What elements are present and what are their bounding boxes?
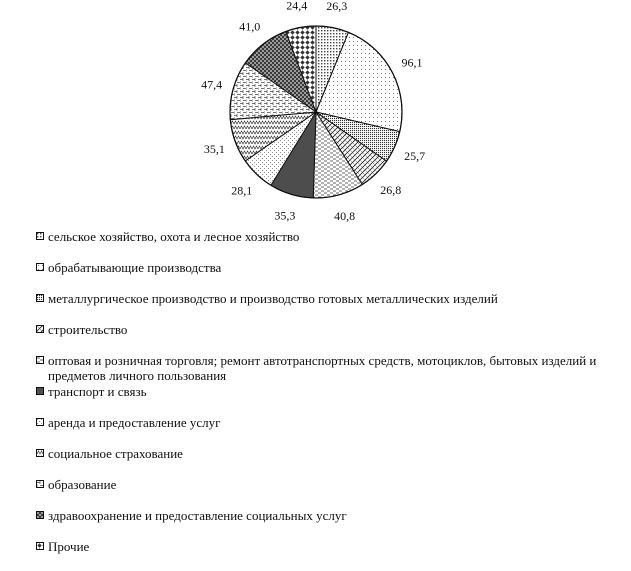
legend-label-6: транспорт и связь [48,384,147,399]
legend-label-1: сельское хозяйство, охота и лесное хозяйство [48,229,300,244]
data-label-6: 35,3 [274,208,296,223]
data-label-11: 24,4 [286,0,308,13]
legend-label-4: строительство [48,322,128,337]
legend-item [36,446,621,461]
legend-label-11: Прочие [48,539,90,554]
legend-item [36,508,621,523]
legend-swatch-8 [36,449,44,457]
data-label-7: 28,1 [231,183,253,198]
legend-swatch-6 [36,387,44,395]
legend-label-2: обрабатывающие производства [48,260,222,275]
data-label-4: 26,8 [380,182,402,197]
legend-swatch-10 [36,511,44,519]
legend-item [36,477,621,492]
data-label-8: 35,1 [203,141,225,156]
legend-item [36,353,621,383]
legend-label-7: аренда и предоставление услуг [48,415,221,430]
legend-swatch-4 [36,325,44,333]
data-label-1: 26,3 [326,0,348,13]
legend-label-9: образование [48,477,117,492]
legend-swatch-11 [36,542,44,550]
legend-item [36,260,621,275]
data-label-2: 96,1 [401,55,423,70]
legend-item [36,229,621,244]
legend-swatch-9 [36,480,44,488]
pie-chart [0,0,631,229]
data-label-10: 41,0 [239,19,261,34]
data-label-9: 47,4 [201,77,223,92]
data-label-3: 25,7 [404,149,426,163]
legend-swatch-1 [36,232,44,240]
legend-label-8: социальное страхование [48,446,183,461]
legend-swatch-2 [36,263,44,271]
legend-swatch-7 [36,418,44,426]
legend-label-10: здравоохранение и предоставление социальных услуг [48,508,347,523]
legend-swatch-5 [36,356,44,364]
data-label-5: 40,8 [334,209,356,224]
legend-label-5: оптовая и розничная торговля; ремонт автотранспортных средств, мотоциклов, бытовых изделий и предметов личного пользования [48,353,597,383]
legend-item [36,322,621,337]
legend-item [36,291,621,306]
legend [36,229,621,570]
legend-label-3: металлургическое производство и производство готовых металлических изделий [48,291,498,306]
legend-swatch-3 [36,294,44,302]
legend-item [36,539,621,554]
legend-item [36,415,621,430]
legend-item [36,384,621,399]
